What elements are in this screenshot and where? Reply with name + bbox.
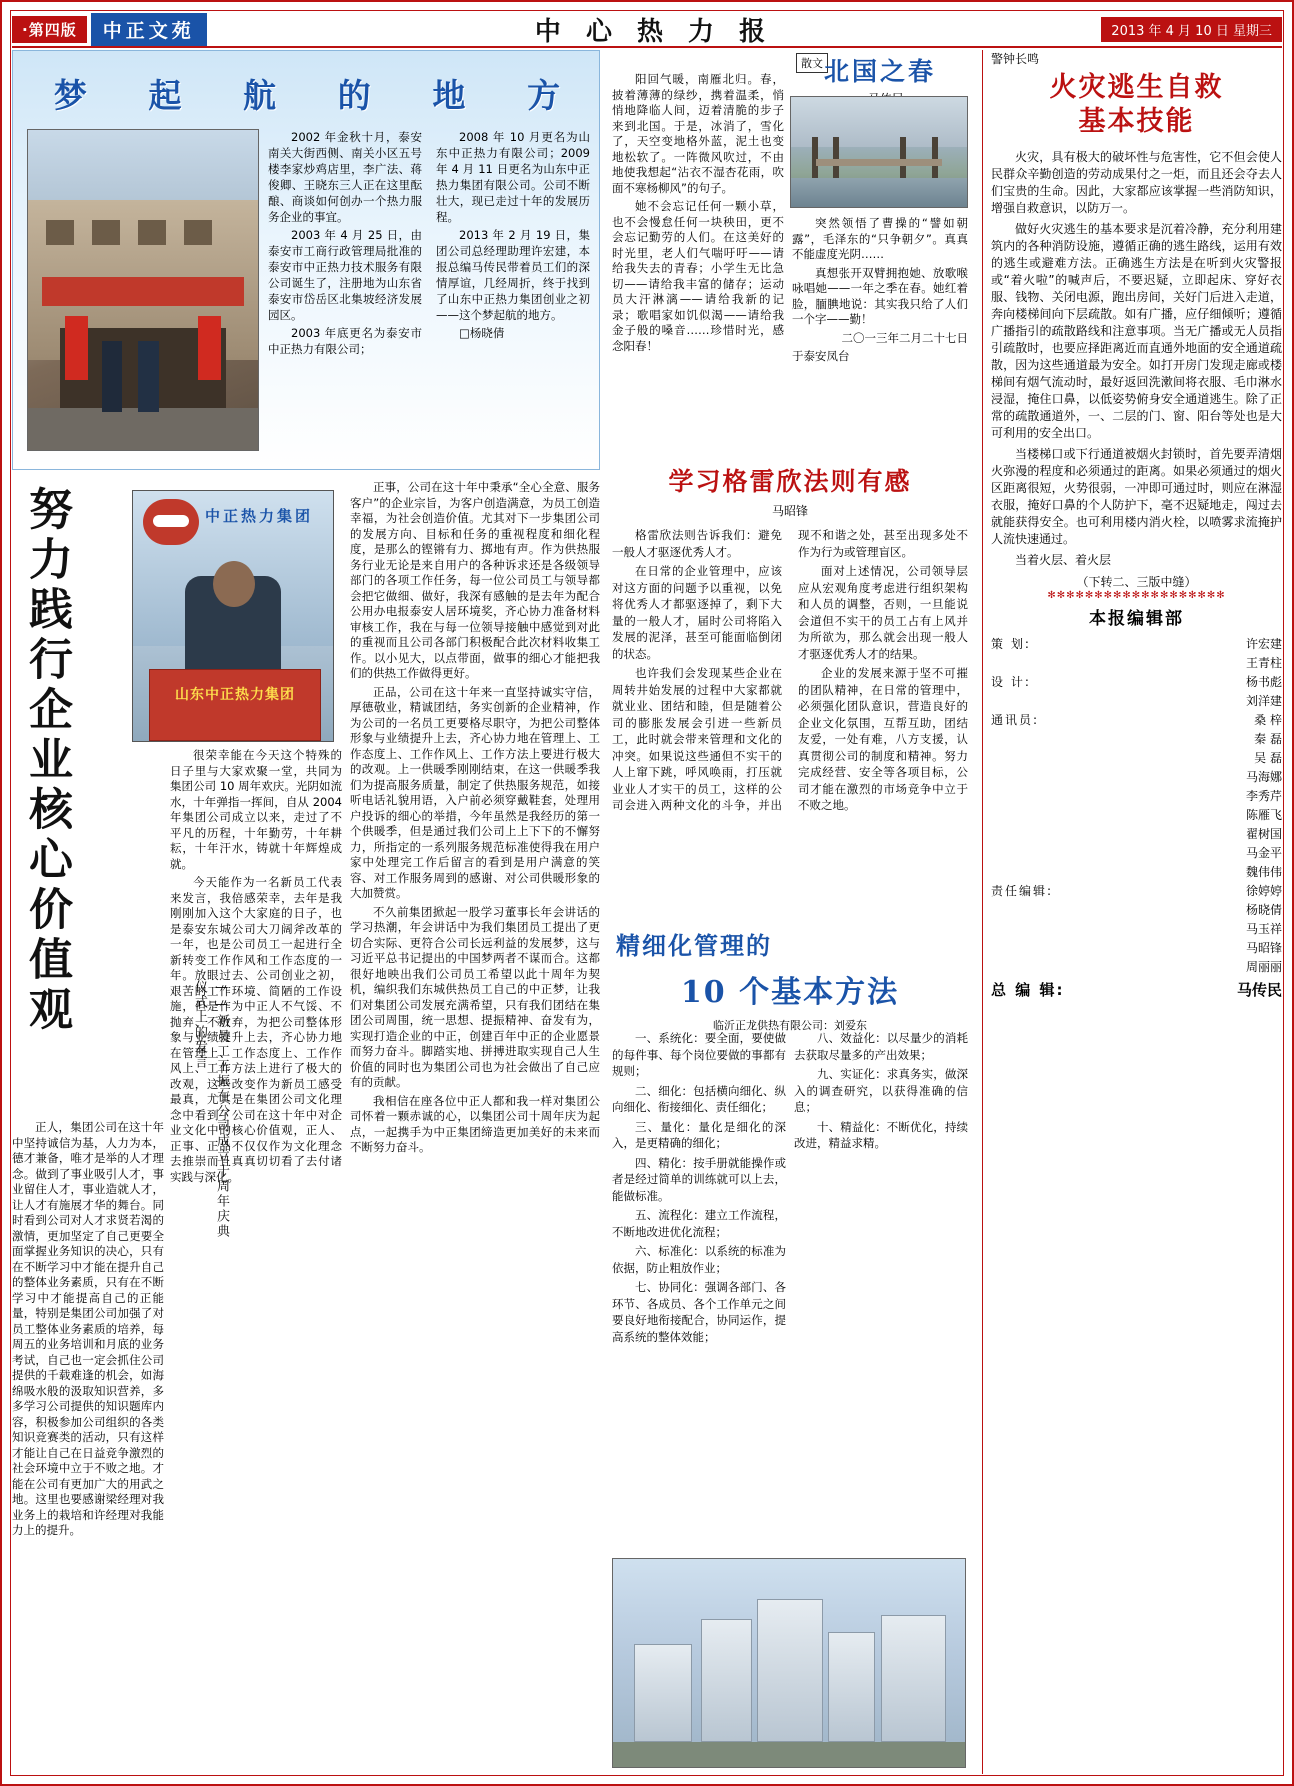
staff-name: 马海娜 <box>1245 770 1282 784</box>
safety-title-line2: 基本技能 <box>1078 106 1195 137</box>
values-col-right <box>350 480 600 1774</box>
gresham-body <box>612 527 968 815</box>
safety-paragraph: 做好火灾逃生的基本要求是沉着冷静，充分利用建筑内的各种消防设施，遵循正确的逃生路线，运用有效的逃生或避难方法。正确逃生方法是在听到火灾警报或“着火啦”的喊声后，不要迟疑，立即起床、穿好衣服、钱物、关闭电源，跑出房间，关好门后进入走道，奔向楼梯间向下层疏散。如有广播，应仔细倾听；遵循广播指引的疏散路线和注意事项。当无广播或无人员指引疏散时，也要应择距离近而直通外地面的安全通道疏散，因为这些通道最为安全。如打开房门发现走廊或楼梯间有烟气流动时，最好返回洗漱间将衣服、毛巾淋水浸湿，掩住口鼻，以低姿势俯身安全通道逃生。除了正常的疏散通道外，一、二层的门、窗、阳台等处也是大可利用的安全出口。 <box>991 222 1282 440</box>
staff-name: 刘洋建 <box>1245 694 1282 708</box>
feature-paragraph: 2013 年 2 月 19 日，集团公司总经理助理许宏建，本报总编马传民带着员工们的深情厚谊，几经周折，终于找到了山东中正热力集团创业之初——这个梦起航的地方。 <box>436 228 590 322</box>
staff-role: 总 编 辑: <box>991 981 1065 999</box>
edition-badge: ·第四版 <box>12 16 87 43</box>
safety-paragraph: 火灾，具有极大的破坏性与危害性，它不但会使人民群众辛勤创造的劳动成果付之一炬，而且还会夺去人们宝贵的生命。因此，大家都应该掌握一些消防知识，增强自救意识，以防万一。 <box>991 150 1282 215</box>
values-paragraph: 今天能作为一名新员工代表来发言，我倍感荣幸，去年是我刚刚加入这个大家庭的日子，也是泰安东城公司大刀阔斧改革的一年，也是公司员工一起进行全新转变工作作风和工作态度的一年。放眼过去、公司创业之初，艰苦的工作环境、简陋的工作设施，但是作为中正人不气馁、不抛弃、不放弃，为把公司整体形象与业绩提升上去，齐心协力地在管理上、工作态度上、工作作风上、工作方法上进行了极大的改观，这些改变作为新员工感受最真，尤其是在集团公司文化理念中看到了公司在这十年中对企业文化中的核心价值观，正人、正事、正品不仅仅作为文化理念去推崇而且真真切切看了去付诸实践与深化。 <box>170 875 342 1184</box>
values-paragraph: 我相信在座各位中正人都和我一样对集团公司怀着一颗赤诚的心，以集团公司十周年庆为起点，一起携手为中正集团缔造更加美好的未来而不断努力奋斗。 <box>350 1093 600 1154</box>
gresham-paragraph: 也许我们会发现某些企业在周转井始发展的过程中大家都就就业业、团结和睦，但是随着公司的膨胀发展会引进一些新员工，此时就会带来管理和文化的冲突。如果说这些通但不实干的人上窜下跳，呼风唤雨，打压就业业人才实干的员工，这样的公司会进入两种文化的斗争，并出现不和谐之处，甚至出现多处不作为行为或管理盲区。 <box>612 528 968 812</box>
staff-name: 徐婷婷 <box>1245 884 1282 898</box>
body-area <box>12 50 1282 1774</box>
values-paragraph: 正品，公司在这十年来一直坚持诚实守信，厚德敬业，精诚团结，务实创新的企业精神，作为公司的一名员工更要格尽职守，为把公司整体形象与业绩提升上去，齐心协力地在管理上、工作态度上、工作作风上、工作方法上要进行极大的改观。上一供暖季刚刚结束，在这一供暖季我们为提高服务质量，制定了供热服务规范，如接听电话礼貌用语，入户前必须穿戴鞋套，处理用户投诉的细心的举措，今年虽然是我经历的第一个供暖季，但是通过我们公司上上下下的不懈努力，所指定的一系列服务规范标准使得我在用户家中处理完工作后留言的看到是用户满意的笑容、对工作服务周到的感谢、对公司供暖形象的大加赞赏。 <box>350 684 600 900</box>
values-paragraph: 很荣幸能在今天这个特殊的日子里与大家欢聚一堂，共同为集团公司 10 周年欢庆。光阴如流水，十年弹指一挥间，自从 2004 年集团公司成立以来，走过了不平凡的历程，十年勤劳，十年耕耘，十年汗水，铸就十年辉煌成就。 <box>170 748 342 871</box>
gresham-title: 学习格雷欣法则有感 <box>668 467 912 496</box>
headline-char-6: 方 <box>527 75 561 115</box>
paper-title: 中 心 热 力 报 <box>534 16 774 47</box>
staff-role: 责任编辑: <box>991 884 1054 898</box>
column-left <box>12 50 602 1774</box>
fine-title-line1: 精细化管理的 <box>616 931 772 960</box>
column-middle <box>612 50 972 1774</box>
staff-name: 陈雁飞 <box>1245 808 1282 822</box>
values-col-left <box>12 1120 164 1774</box>
company-logo-icon <box>143 499 199 545</box>
staff-names <box>1061 635 1282 673</box>
essay-paragraph: 真想张开双臂拥抱她、放歌喉咏唱她——一年之季在春。她红着脸，腼腆地说：其实我只给了人们一个字——勤！ <box>792 265 968 326</box>
staff-name: 桑 梓 <box>1254 713 1282 727</box>
values-subhead: ——新员工王振在公司成立十周年庆典仪式上的发言 <box>192 980 229 1239</box>
essay-title: 北国之春 <box>824 57 937 86</box>
staff-names <box>1075 981 1282 1000</box>
backdrop-text: 中正热力集团 <box>205 507 314 525</box>
editorial-box <box>991 604 1282 1000</box>
safety-paragraph: 当楼梯口或下行通道被烟火封锁时，首先要弄清烟火弥漫的程度和必须通过的距离。如果必须通过的烟火区距离很短，火势很弱，一冲即可通过时，则应在淋湿衣服，掩好口鼻的个人防护下，毫不迟疑地走，闯过去就能获得安全。也可利用楼内消火栓，以喷雾求流掩护人流快速通过。 <box>991 447 1282 546</box>
staff-role: 策 划: <box>991 637 1031 651</box>
essay-photo <box>790 96 968 208</box>
essay-paragraph: 她不会忘记任何一颗小草，也不会慢怠任何一块秧田，更不会忘记勤劳的人们。在这美好的时光里，老人们气喘吁吁——请给我失去的青春；小学生无比急切——请给我丰富的储存；运动员大汗淋漓——请给我新的记录；歌唱家如饥似渴——请给我金子般的嗓音……珍惜时光，感念阳春！ <box>612 199 784 353</box>
fine-author: 临沂正龙供热有限公司：刘爱东 <box>713 1019 867 1032</box>
speaker-photo <box>132 490 334 742</box>
safety-body <box>991 149 1282 569</box>
headline-char-4: 的 <box>337 75 371 115</box>
fine-item: 八、效益化：以尽量少的消耗去获取尽量多的产出效果； <box>794 1031 968 1062</box>
headline-char-2: 起 <box>148 75 182 115</box>
staff-name: 吴 磊 <box>1254 751 1282 765</box>
headline-char-3: 航 <box>243 75 277 115</box>
staff-row <box>991 711 1282 882</box>
fine-title-line2: 10 个基本方法 <box>680 975 900 1010</box>
fine-item: 五、流程化：建立工作流程，不断地改进优化流程； <box>612 1208 786 1239</box>
podium-text: 山东中正热力集团 <box>175 687 295 703</box>
decorative-rule: ✻✻✻✻✻✻✻✻✻✻✻✻✻✻✻✻✻✻✻ <box>1047 590 1226 601</box>
staff-row <box>991 635 1282 673</box>
feature-body <box>268 129 590 459</box>
values-paragraph: 正事，公司在这十年中秉承“全心全意、服务客户”的企业宗旨，为客户创造满意，为员工创造幸福，为社会创造价值。尤其对下一步集团公司的发展方向、目标和任务的重视程度和细化程度，是那么的铿锵有力、掷地有声。作为供热服务行业无论是来自用户的各种诉求还是各级领导部门的各项工作任务，每一位公司员工与领导都会把它做细、做好，我深有感触的是去年为配合公用办电报泰安人居环境奖，齐心协力准备材料审核工作，我在与每一位领导接触中感觉到对此的重视而且公司各部门积极配合此次材料收集工作。以小见大，以点带面，做事的细心才能把我们的供热工作做得更好。 <box>350 480 600 680</box>
essay-paragraph: 突然领悟了曹操的“譬如朝露”，毛泽东的“只争朝夕”。真真不能虚度光阴…… <box>792 216 968 261</box>
headline-char-1: 梦 <box>53 75 87 115</box>
values-col-mid <box>170 748 342 1568</box>
safety-continued: （下转二、三版中缝） <box>1076 575 1197 589</box>
essay-genre-tag: 散文 <box>796 53 828 73</box>
fine-item: 四、精化：按手册就能操作或者是经过简单的训练就可以上去，能做标准。 <box>612 1155 786 1203</box>
fine-item: 七、协同化：强调各部门、各环节、各成员、各个工作单元之间要良好地衔接配合，协同运作，提高系统的整体效能； <box>612 1280 786 1344</box>
fine-item: 六、标准化：以系统的标准为依据，防止粗放作业； <box>612 1244 786 1275</box>
fine-management-article <box>612 926 968 1774</box>
fine-list-left <box>612 1030 786 1348</box>
essay-north-spring <box>612 50 968 470</box>
section-badge: 中正文苑 <box>91 13 207 46</box>
staff-role: 设 计: <box>991 675 1031 689</box>
fine-item: 九、实证化：求真务实，做深入的调查研究，以获得准确的信息； <box>794 1067 968 1114</box>
safety-title-line1: 火灾逃生自救 <box>1049 72 1224 103</box>
fine-item: 一、系统化：要全面，要使做的每件事、每个岗位要做的事都有规则； <box>612 1031 786 1078</box>
buildings-photo <box>612 1558 966 1768</box>
staff-name: 周丽丽 <box>1245 960 1282 974</box>
essay-signoff-place: 于泰安凤台 <box>792 349 850 363</box>
feature-article <box>12 50 600 470</box>
staff-names <box>1061 711 1282 882</box>
podium <box>149 669 321 741</box>
feature-byline: □杨晓倩 <box>459 326 505 340</box>
staff-name: 秦 磊 <box>1254 732 1282 746</box>
staff-name: 魏伟伟 <box>1245 865 1282 879</box>
staff-name: 李秀芹 <box>1245 789 1282 803</box>
headline-char-5: 地 <box>432 75 466 115</box>
essay-paragraph: 阳回气暖，南雁北归。春，披着薄薄的绿纱，携着温柔，悄悄地降临人间，迈着清脆的步子来到北国。于是，冰消了，雪化了，天空变地格外蓝，泥土也变地松软了。一阵微风吹过，不由地使我想起“沾衣不湿杏花雨，吹面不寒杨柳风”的句子。 <box>612 72 784 195</box>
fine-item: 十、精益化：不断优化，持续改进，精益求精。 <box>794 1119 968 1150</box>
staff-name: 许宏建 <box>1245 637 1282 651</box>
staff-name: 马传民 <box>1236 981 1282 999</box>
feature-paragraph: 2008 年 10 月更名为山东中正热力有限公司；2009 年 4 月 11 日更名为山东中正热力集团有限公司。公司不断壮大，现已走过十年的发展历程。 <box>436 130 590 224</box>
staff-name: 马玉祥 <box>1245 922 1282 936</box>
staff-name: 马昭锋 <box>1245 941 1282 955</box>
staff-row <box>991 981 1282 1000</box>
staff-names <box>1061 882 1282 977</box>
feature-paragraph: 2003 年底更名为泰安市中正热力有限公司； <box>268 326 422 356</box>
safety-kicker: 警钟长鸣 <box>991 52 1040 66</box>
editorial-title: 本报编辑部 <box>1089 609 1184 629</box>
fine-item: 三、量化：量化是细化的深入，是更精确的细化； <box>612 1119 786 1150</box>
gresham-paragraph: 在日常的企业管理中，应该对这方面的问题予以重视，以免将优秀人才都驱逐掉了，剩下大量的一般人才，届时公司将陷入发展的泥泽，甚至可能面临倒闭的状态。 <box>612 564 782 661</box>
staff-name: 王青柱 <box>1245 656 1282 670</box>
gresham-paragraph: 面对上述情况，公司领导层应从宏观角度考虑进行组织架构和人员的调整，否则，一旦能说会道但不实干的员工占有上风并为所欲为，那么就会出现一般人才驱逐优秀人才的结果。 <box>798 564 968 661</box>
essay-body-right <box>792 216 968 368</box>
staff-name: 杨晓倩 <box>1245 903 1282 917</box>
staff-row <box>991 882 1282 977</box>
feature-paragraph: 2003 年 4 月 25 日，由泰安市工商行政管理局批准的泰安市中正热力技术服务有限公司诞生了，注册地为山东省泰安市岱岳区北集坡经济发展园区。 <box>268 228 422 322</box>
feature-paragraph: 2002 年金秋十月，泰安南关大街西侧、南关小区五号楼李家炒鸡店里，李广法、蒋俊卿、王晓东三人正在这里酝酿、商谈如何创办一个热力服务企业的事宜。 <box>268 130 422 224</box>
gresham-paragraph: 企业的发展来源于坚不可摧的团队精神，在日常的管理中，必须强化团队意识，营造良好的企业文化氛围，互帮互助，团结友爱，一处有难，八方支援，认真贯彻公司的制度和精神。努力完成经营、安全等各项目标，公司才能在激烈的市场竞争中立于不败之地。 <box>798 666 968 812</box>
fine-item: 二、细化：包括横向细化、纵向细化、衔接细化、责任细化； <box>612 1083 786 1114</box>
values-paragraph: 正人，集团公司在这十年中坚持诚信为基，人力为本，德才兼备，唯才是举的人才理念。做到了事业吸引人才，事业留住人才，事业造就人才，让人才有施展才华的舞台。同时看到公司对人才求贤若渴的激情，更加坚定了自己更要全面掌握业务知识的决心，只有在不断学习中才能在提升自己的整体业务素质，只有在不断学习中才能提高自己的正能量，特别是集团公司加强了对员工整体业务素质的培养，每周五的业务培训和月底的业务考试，自己也一定会抓住公司提供的千载难逢的机会，如海绵吸水般的汲取知识营养，多多学习公司提供的知识题库内容，积极参加公司组织的各类知识竞赛类的活动，只有这样才能让自己在日益竞争激烈的社会环境中立于不败之地。才能在公司有更加广大的用武之地。这里也要感谢梁经理对我业务上的栽培和许经理对我能力上的提升。 <box>12 1120 164 1537</box>
essay-body-left <box>612 72 784 357</box>
staff-role: 通讯员: <box>991 713 1040 727</box>
values-paragraph: 不久前集团掀起一股学习董事长年会讲话的学习热潮，年会讲话中为我们集团员工提出了更切合实际、更符合公司长远利益的发展梦，这与习近平总书记提出的中国梦两者不谋而合。这都很好地映出我们公司员工希望以此十周年为契机，编织我们东城供热员工自己的中正梦，让我们对集团公司发展充满希望，只有我们团结在集团公司周围，统一思想、提振精神、奋发有为，实现打造企业的中正，创建百年中正的企业愿景而努力奋斗。脚踏实地、拼搏进取实现自己人生价值的同时也为集团公司也为社会做出了自己应有的贡献。 <box>350 904 600 1089</box>
safety-paragraph: 当着火层、着火层 <box>1015 553 1112 567</box>
staff-name: 马金平 <box>1245 846 1282 860</box>
gresham-author: 马昭锋 <box>771 504 808 518</box>
essay-signoff-date: 二〇一三年二月二十七日 <box>841 330 968 345</box>
staff-row <box>991 673 1282 711</box>
gresham-article <box>612 462 968 942</box>
values-headline: 努力践行企业核心价值观 <box>21 486 72 1036</box>
staff-name: 翟树国 <box>1245 827 1282 841</box>
masthead <box>12 12 1282 48</box>
values-article <box>12 480 600 1774</box>
issue-date: 2013 年 4 月 10 日 星期三 <box>1101 17 1282 42</box>
feature-photo <box>27 129 259 451</box>
staff-names <box>1061 673 1282 711</box>
fine-list-right <box>794 1030 968 1155</box>
feature-headline <box>23 65 591 121</box>
column-right <box>982 50 1282 1774</box>
staff-name: 杨书彪 <box>1245 675 1282 689</box>
gresham-paragraph: 格雷欣法则告诉我们：避免一般人才驱逐优秀人才。 <box>612 528 782 559</box>
